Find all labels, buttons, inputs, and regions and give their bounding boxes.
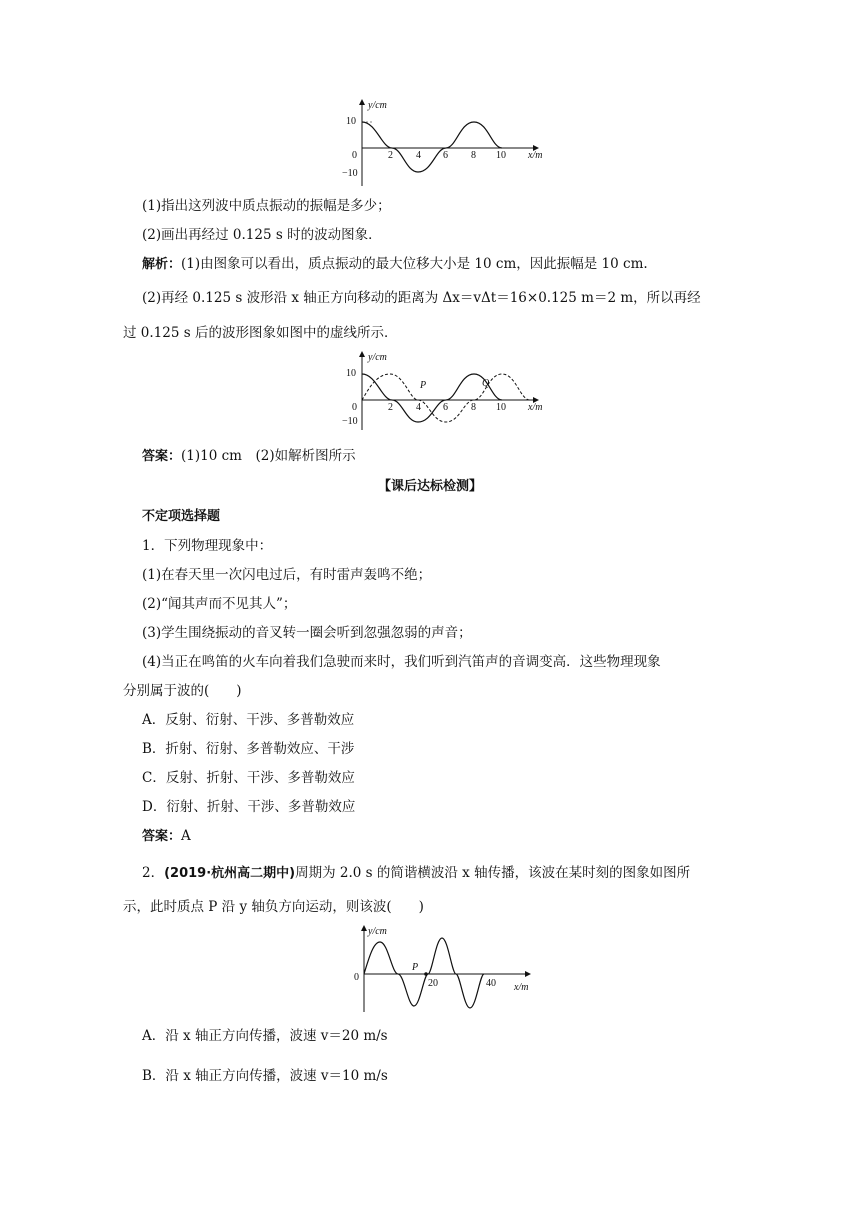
item2-stem-a: 2．(2019·杭州高二期中)周期为 2.0 s 的简谐横波沿 x 轴传播，该波在某时刻的图象如图所 bbox=[142, 865, 691, 881]
item1-s1: (1)在春天里一次闪电过后，有时雷声轰鸣不绝； bbox=[142, 567, 432, 583]
analysis-line-3: 过 0.125 s 后的波形图象如图中的虚线所示． bbox=[123, 325, 398, 341]
tick-x-4: 4 bbox=[416, 150, 421, 161]
item2-option-a: A．沿 x 轴正方向传播，波速 v＝20 m/s bbox=[142, 1028, 388, 1044]
x-axis-label: x/m bbox=[528, 402, 543, 413]
tick-20: 20 bbox=[428, 978, 438, 989]
wave-figure-3 bbox=[348, 924, 548, 1016]
tick-40: 40 bbox=[486, 978, 496, 989]
item1-answer-label: 答案： bbox=[142, 829, 182, 844]
item1-s4a: (4)当正在鸣笛的火车向着我们急驶而来时，我们听到汽笛声的音调变高．这些物理现象 bbox=[142, 654, 661, 670]
tick-x-0: 0 bbox=[352, 150, 357, 161]
tick-x-6: 6 bbox=[443, 402, 448, 413]
analysis-line-2: (2)再经 0.125 s 波形沿 x 轴正方向移动的距离为 Δx＝vΔt＝16×0.125 m＝2 m，所以再经 bbox=[142, 290, 701, 306]
item2-option-b: B．沿 x 轴正方向传播，波速 v＝10 m/s bbox=[142, 1068, 388, 1084]
tick-x-2: 2 bbox=[388, 150, 393, 161]
x-axis-label: x/m bbox=[528, 150, 543, 161]
y-axis-label: y/cm bbox=[368, 352, 387, 363]
section-title: 【课后达标检测】 bbox=[377, 479, 482, 494]
point-p-dot bbox=[424, 972, 428, 976]
analysis-label: 解析： bbox=[142, 257, 182, 272]
analysis-line-1: 解析：(1)由图象可以看出，质点振动的最大位移大小是 10 cm，因此振幅是 10 cm. bbox=[142, 256, 648, 272]
tick-x-8: 8 bbox=[471, 150, 476, 161]
y-axis-label: y/cm bbox=[368, 100, 387, 111]
tick-x-6: 6 bbox=[443, 150, 448, 161]
item1-option-b: B．折射、衍射、多普勒效应、干涉 bbox=[142, 741, 355, 757]
tick-y-pos: 10 bbox=[346, 116, 356, 127]
item1-option-d: D．衍射、折射、干涉、多普勒效应 bbox=[142, 799, 356, 815]
tick-x-10: 10 bbox=[496, 402, 506, 413]
tick-y-neg: −10 bbox=[342, 416, 358, 427]
item2-stem-b: 示，此时质点 P 沿 y 轴负方向运动，则该波( ) bbox=[123, 899, 424, 915]
item1-s3: (3)学生围绕振动的音叉转一圈会听到忽强忽弱的声音； bbox=[142, 625, 472, 641]
tick-0: 0 bbox=[354, 972, 359, 983]
x-axis-label: x/m bbox=[514, 982, 529, 993]
subtitle: 不定项选择题 bbox=[142, 509, 221, 524]
y-axis-label: y/cm bbox=[368, 926, 387, 937]
point-p-label: P bbox=[412, 962, 419, 973]
answer-line: 答案：(1)10 cm (2)如解析图所示 bbox=[142, 448, 356, 464]
item1-s4b: 分别属于波的( ) bbox=[123, 683, 242, 699]
point-p-label: P bbox=[420, 380, 427, 391]
point-q-label: Q bbox=[482, 378, 490, 389]
tick-x-4: 4 bbox=[416, 402, 421, 413]
question-1: (1)指出这列波中质点振动的振幅是多少； bbox=[142, 198, 391, 214]
item1-stem: 1．下列物理现象中： bbox=[142, 538, 273, 554]
tick-x-8: 8 bbox=[471, 402, 476, 413]
item1-option-a: A．反射、衍射、干涉、多普勒效应 bbox=[142, 712, 355, 728]
wave-curve bbox=[364, 938, 484, 1008]
wave-figure-2 bbox=[340, 350, 550, 432]
tick-y-pos: 10 bbox=[346, 368, 356, 379]
tick-x-2: 2 bbox=[388, 402, 393, 413]
tick-x-10: 10 bbox=[496, 150, 506, 161]
item2-source: (2019·杭州高二期中) bbox=[164, 866, 296, 881]
tick-x-0: 0 bbox=[352, 402, 357, 413]
answer-label: 答案： bbox=[142, 449, 182, 464]
question-2: (2)画出再经过 0.125 s 时的波动图象． bbox=[142, 227, 382, 243]
wave-figure-1 bbox=[340, 96, 550, 191]
item1-option-c: C．反射、折射、干涉、多普勒效应 bbox=[142, 770, 355, 786]
item1-answer: 答案：A bbox=[142, 828, 191, 844]
wave-curve bbox=[362, 122, 502, 172]
tick-y-neg: −10 bbox=[342, 168, 358, 179]
wave-curve-solid bbox=[362, 374, 502, 422]
item1-s2: (2)“闻其声而不见其人”； bbox=[142, 596, 297, 612]
